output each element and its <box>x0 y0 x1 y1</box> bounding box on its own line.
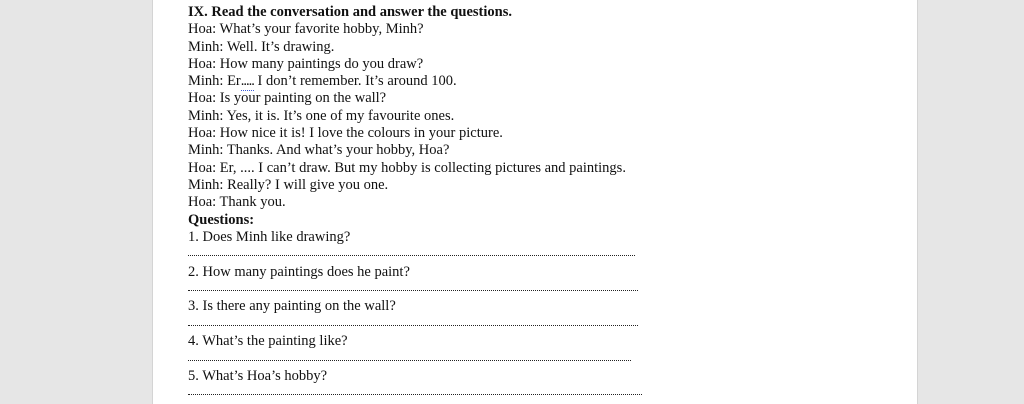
dialogue-line: Hoa: How nice it is! I love the colours in your picture. <box>188 125 503 142</box>
questions-list <box>188 229 888 403</box>
answer-line[interactable] <box>188 246 888 264</box>
question-item: 4. What’s the painting like? <box>188 333 348 350</box>
answer-line[interactable] <box>188 316 888 334</box>
section-title: IX. Read the conversation and answer the questions. <box>188 4 512 20</box>
dialogue-line: Hoa: How many paintings do you draw? <box>188 55 424 72</box>
question-item: 3. Is there any painting on the wall? <box>188 298 396 315</box>
dialogue-line: Hoa: Is your painting on the wall? <box>188 90 387 107</box>
document-page <box>152 0 918 404</box>
dotted-rule <box>188 290 638 291</box>
dialogue-text: I don’t remember. It’s around 100. <box>253 73 457 90</box>
question-item: 5. What’s Hoa’s hobby? <box>188 368 328 385</box>
answer-line[interactable] <box>188 351 888 369</box>
question-item: 1. Does Minh like drawing? <box>188 228 351 245</box>
dialogue-line <box>188 73 888 90</box>
dotted-rule <box>188 394 642 395</box>
question-item: 2. How many paintings does he paint? <box>188 263 410 280</box>
dotted-rule <box>188 255 635 256</box>
dialogue-text: Minh: Er <box>188 73 241 90</box>
conversation <box>188 21 888 211</box>
dialogue-line: Minh: Really? I will give you one. <box>188 176 389 193</box>
dotted-rule <box>188 360 631 361</box>
dotted-rule <box>188 325 638 326</box>
dialogue-line: Minh: Yes, it is. It’s one of my favourite ones. <box>188 107 455 124</box>
dialogue-line: Hoa: Thank you. <box>188 194 286 211</box>
document-content <box>188 4 888 403</box>
dialogue-line: Minh: Thanks. And what’s your hobby, Hoa? <box>188 142 450 159</box>
spellcheck-marked-text[interactable]: ..... <box>240 73 254 90</box>
dialogue-line: Minh: Well. It’s drawing. <box>188 38 335 55</box>
dialogue-line: Hoa: Er, .... I can’t draw. But my hobby is collecting pictures and paintings. <box>188 159 626 176</box>
answer-line[interactable] <box>188 385 888 403</box>
dialogue-line: Hoa: What’s your favorite hobby, Minh? <box>188 21 424 38</box>
answer-line[interactable] <box>188 281 888 299</box>
questions-heading: Questions: <box>188 211 255 228</box>
